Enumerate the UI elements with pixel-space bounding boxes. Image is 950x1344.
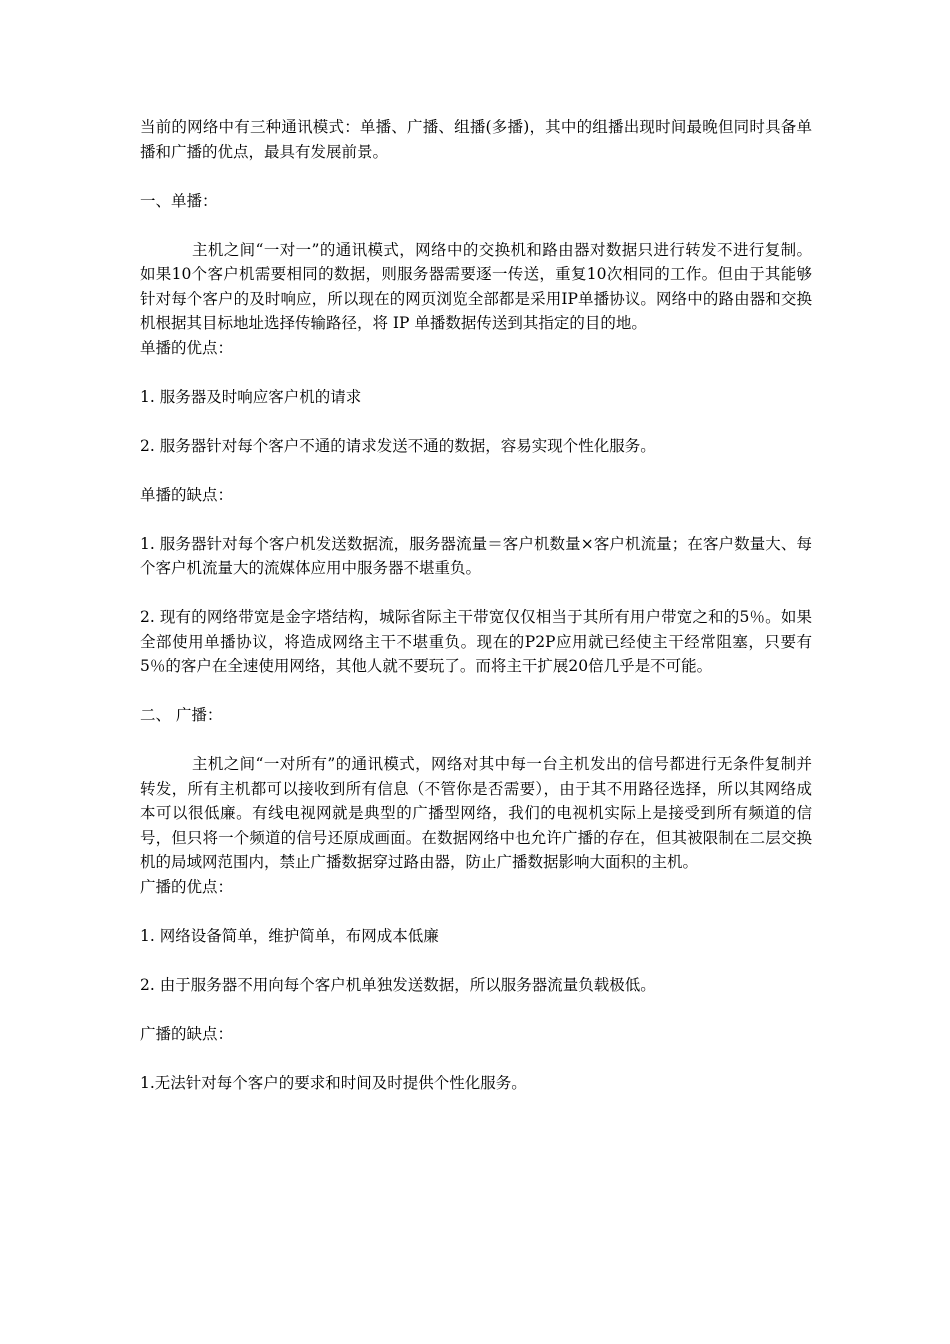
section-heading-unicast: 一、单播： <box>140 191 218 210</box>
document-page <box>140 115 812 1095</box>
unicast-pro-item: 1. 服务器及时响应客户机的请求 <box>140 387 362 406</box>
unicast-con-item: 2. 现有的网络带宽是金字塔结构，城际省际主干带宽仅仅相当于其所有用户带宽之和的5％。如果全部使用单播协议，将造成网络主干不堪重负。现在的P2P应用就已经使主干经常阻塞，只要有5％的客户在全速使用网络，其他人就不要玩了。而将主干扩展20倍几乎是不可能。 <box>140 608 812 675</box>
broadcast-pro-item: 1. 网络设备简单，维护简单，布网成本低廉 <box>140 926 439 945</box>
unicast-pros-title: 单播的优点： <box>140 338 234 357</box>
intro-paragraph: 当前的网络中有三种通讯模式：单播、广播、组播(多播)，其中的组播出现时间最晚但同时具备单播和广播的优点，最具有发展前景。 <box>140 118 812 161</box>
broadcast-pros-title: 广播的优点： <box>140 877 234 896</box>
unicast-pro-item: 2. 服务器针对每个客户不通的请求发送不通的数据，容易实现个性化服务。 <box>140 436 656 455</box>
section-heading-broadcast: 二、 广播： <box>140 706 223 724</box>
broadcast-cons-title: 广播的缺点： <box>140 1024 234 1043</box>
broadcast-body-paragraph: 主机之间“一对所有”的通讯模式，网络对其中每一台主机发出的信号都进行无条件复制并转发，所有主机都可以接收到所有信息（不管你是否需要），由于其不用路径选择，所以其网络成本可以很低廉。有线电视网就是典型的广播型网络，我们的电视机实际上是接受到所有频道的信号，但只将一个频道的信号还原成画面。在数据网络中也允许广播的存在，但其被限制在二层交换机的局域网范围内，禁止广播数据穿过路由器，防止广播数据影响大面积的主机。 <box>140 755 812 871</box>
broadcast-con-item: 1.无法针对每个客户的要求和时间及时提供个性化服务。 <box>140 1073 527 1092</box>
unicast-body-paragraph: 主机之间“一对一”的通讯模式，网络中的交换机和路由器对数据只进行转发不进行复制。如果10个客户机需要相同的数据，则服务器需要逐一传送，重复10次相同的工作。但由于其能够针对每个客户的及时响应，所以现在的网页浏览全部都是采用IP单播协议。网络中的路由器和交换机根据其目标地址选择传输路径，将 IP 单播数据传送到其指定的目的地。 <box>140 240 812 332</box>
unicast-con-item: 1. 服务器针对每个客户机发送数据流，服务器流量＝客户机数量×客户机流量；在客户数量大、每个客户机流量大的流媒体应用中服务器不堪重负。 <box>140 534 812 577</box>
unicast-cons-title: 单播的缺点： <box>140 485 234 504</box>
broadcast-pro-item: 2. 由于服务器不用向每个客户机单独发送数据，所以服务器流量负载极低。 <box>140 975 656 994</box>
